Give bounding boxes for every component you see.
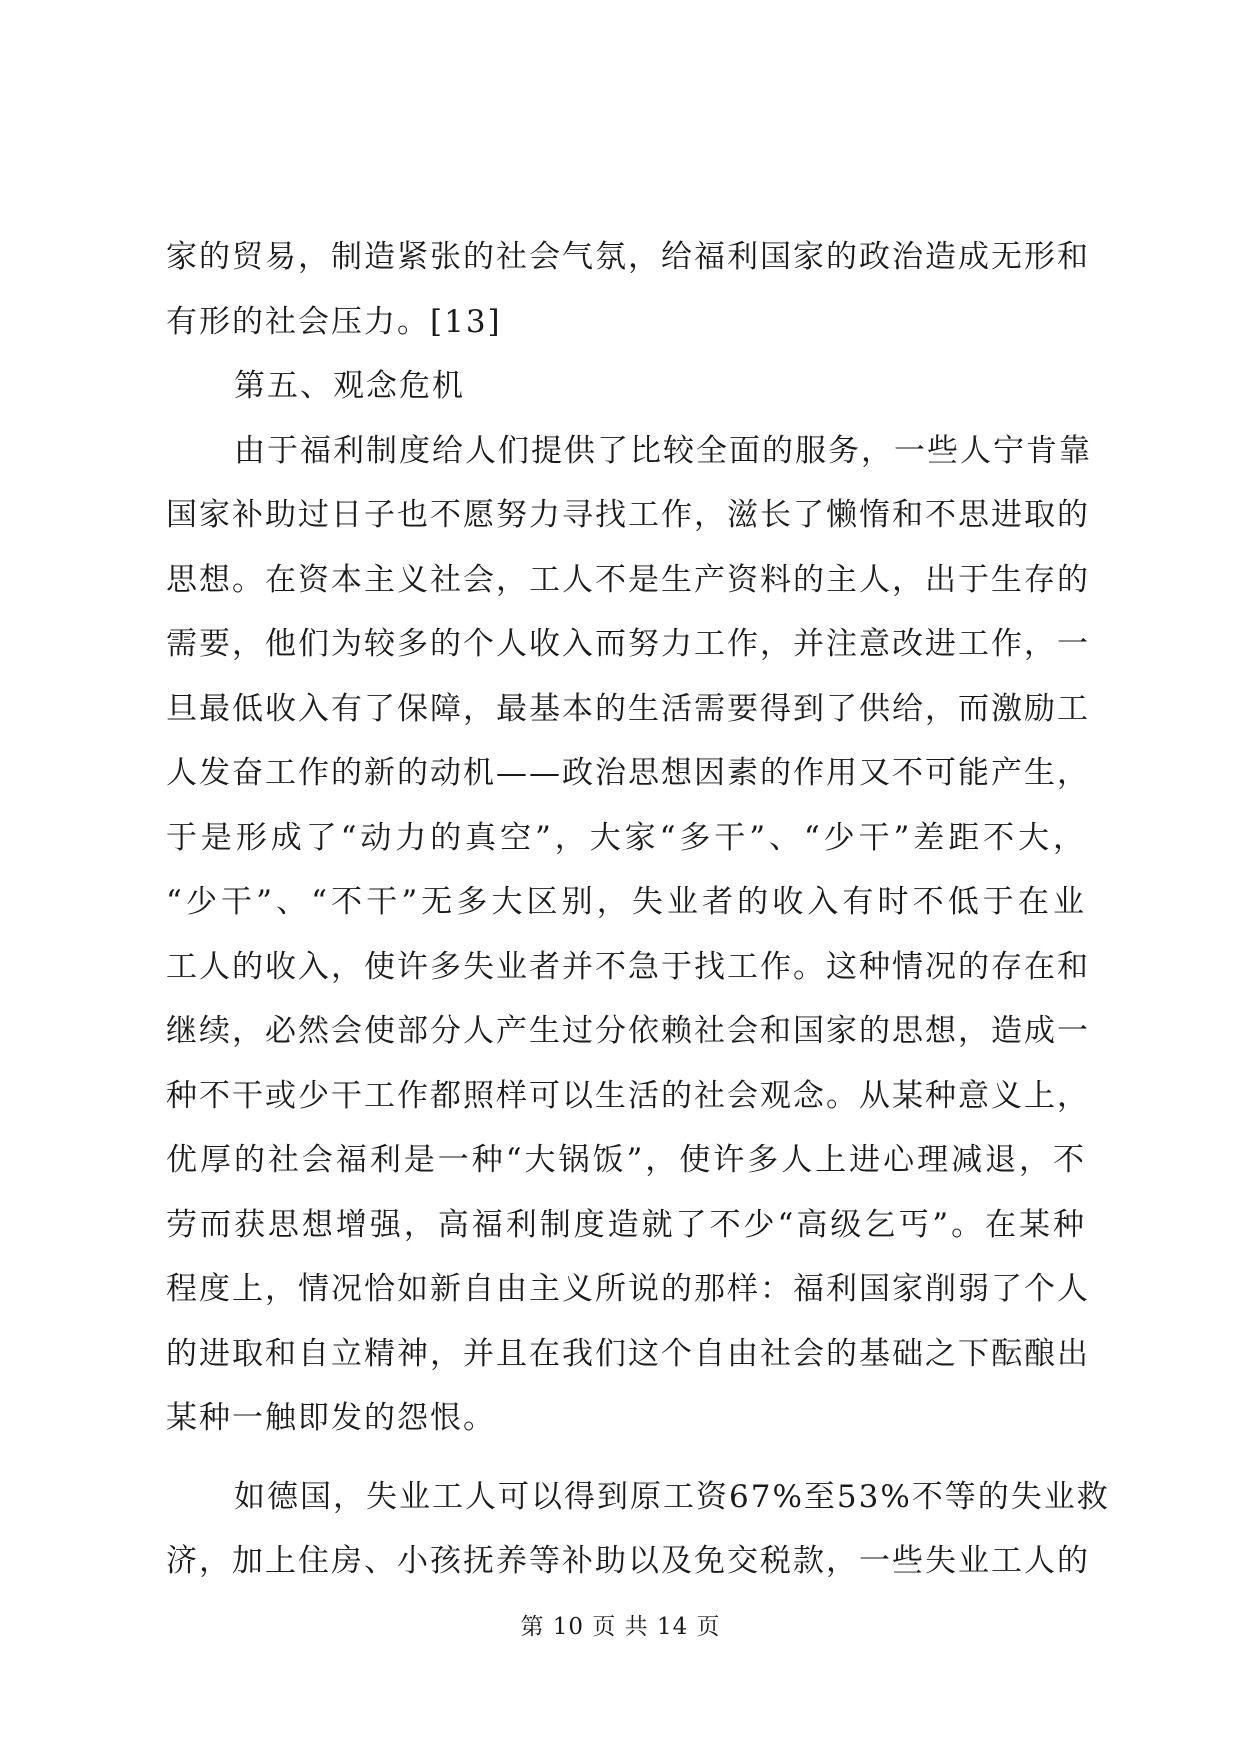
text-line: 有形的社会压力。[13] [166,303,502,340]
text-line: 劳而获思想增强，高福利制度造就了不少“高级乞丐”。在某种 [166,1206,1086,1243]
text-line: 的进取和自立精神，并且在我们这个自由社会的基础之下酝酿出 [166,1335,1090,1372]
text-line: 继续，必然会使部分人产生过分依赖社会和国家的思想，造成一 [166,1013,1090,1049]
text-line: “少干”、“不干”无多大区别，失业者的收入有时不低于在业 [166,884,1086,920]
page-number: 第 10 页 共 14 页 [520,1614,721,1640]
text-line: 需要，他们为较多的个人收入而努力工作，并注意改进工作，一 [166,626,1090,662]
text-line: 国家补助过日子也不愿努力寻找工作，滋长了懒惰和不思进取的 [166,497,1090,533]
text-line: 优厚的社会福利是一种“大锅饭”，使许多人上进心理减退，不 [166,1142,1086,1178]
text-line: 旦最低收入有了保障，最基本的生活需要得到了供给，而激励工 [166,690,1090,727]
text-line: 济，加上住房、小孩抚养等补助以及免交税款，一些失业工人的 [166,1543,1090,1579]
text-line: 家的贸易，制造紧张的社会气氛，给福利国家的政治造成无形和 [166,239,1090,275]
document-body [166,225,1110,1594]
text-line: 工人的收入，使许多失业者并不急于找工作。这种情况的存在和 [166,948,1090,985]
page-footer [0,1612,1241,1642]
text-line: 如德国，失业工人可以得到原工资67%至53%不等的失业救 [234,1478,1110,1515]
text-line: 思想。在资本主义社会，工人不是生产资料的主人，出于生存的 [166,561,1090,598]
text-line: 种不干或少干工作都照样可以生活的社会观念。从某种意义上， [166,1077,1090,1114]
text-line: 程度上，情况恰如新自由主义所说的那样：福利国家削弱了个人 [166,1271,1090,1307]
text-line: 某种一触即发的怨恨。 [166,1400,496,1436]
text-line: 人发奋工作的新的动机——政治思想因素的作用又不可能产生， [166,755,1090,791]
text-line: 由于福利制度给人们提供了比较全面的服务，一些人宁肯靠 [234,432,1092,469]
section-heading: 第五、观念危机 [234,368,465,404]
text-line: 于是形成了“动力的真空”，大家“多干”、“少干”差距不大， [166,819,1086,856]
paragraph-gap [166,1451,1086,1465]
